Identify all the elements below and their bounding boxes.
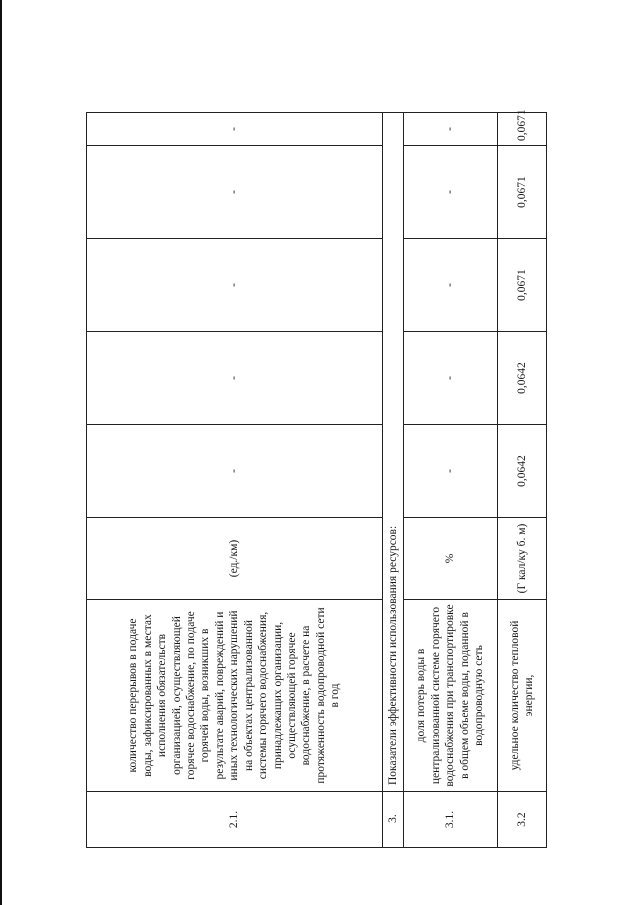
value-cell: 0,0671	[498, 146, 547, 239]
value-cell: -	[404, 146, 498, 239]
row-number: 2.1.	[87, 792, 383, 848]
value-cell: 0,0671	[498, 239, 547, 332]
value-cell: -	[87, 146, 383, 239]
section-header-row	[383, 113, 404, 848]
table-row	[498, 113, 547, 848]
indicators-table	[86, 109, 547, 848]
section-title: Показатели эффективности использования ресурсов:	[383, 113, 404, 792]
value-cell: 0,0642	[498, 332, 547, 425]
section-number: 3.	[383, 792, 404, 848]
value-cell: -	[87, 239, 383, 332]
unit-cell: (ед./км)	[87, 518, 383, 600]
rotated-table-area	[86, 109, 546, 848]
row-number: 3.1.	[404, 792, 498, 848]
scan-page-edge	[0, 0, 2, 905]
table-row	[404, 113, 498, 848]
indicator-text: удельное количество тепловой энергии,	[498, 600, 547, 792]
rotated-table	[86, 109, 546, 848]
value-cell: -	[87, 113, 383, 146]
value-cell: -	[87, 425, 383, 518]
value-cell: -	[404, 113, 498, 146]
value-cell: -	[404, 239, 498, 332]
value-cell: 0,0671	[498, 113, 547, 146]
value-cell: 0,0642	[498, 425, 547, 518]
value-cell: -	[87, 332, 383, 425]
value-cell: -	[404, 425, 498, 518]
unit-cell: (Г кал/ку б. м)	[498, 518, 547, 600]
row-number: 3.2	[498, 792, 547, 848]
value-cell: -	[404, 332, 498, 425]
unit-cell: %	[404, 518, 498, 600]
indicator-text: количество перерывов в подаче воды, зафиксированных в местах исполнения обязательств организацией, осуществляющей горячее водоснабжение, по подаче горячей воды, возникших в результате аварий, повреждений и иных технологических нарушений на объектах централизованной системы горячего водоснабжения, принадлежащих организации, осуществляющей горячее водоснабжение, в расчете на протяженность водопроводной сети в год	[87, 600, 383, 792]
table-row	[87, 113, 383, 848]
indicator-text: доля потерь воды в централизованной системе горячего водоснабжения при транспортировке в общем объеме воды, поданной в водопроводную сеть	[404, 600, 498, 792]
